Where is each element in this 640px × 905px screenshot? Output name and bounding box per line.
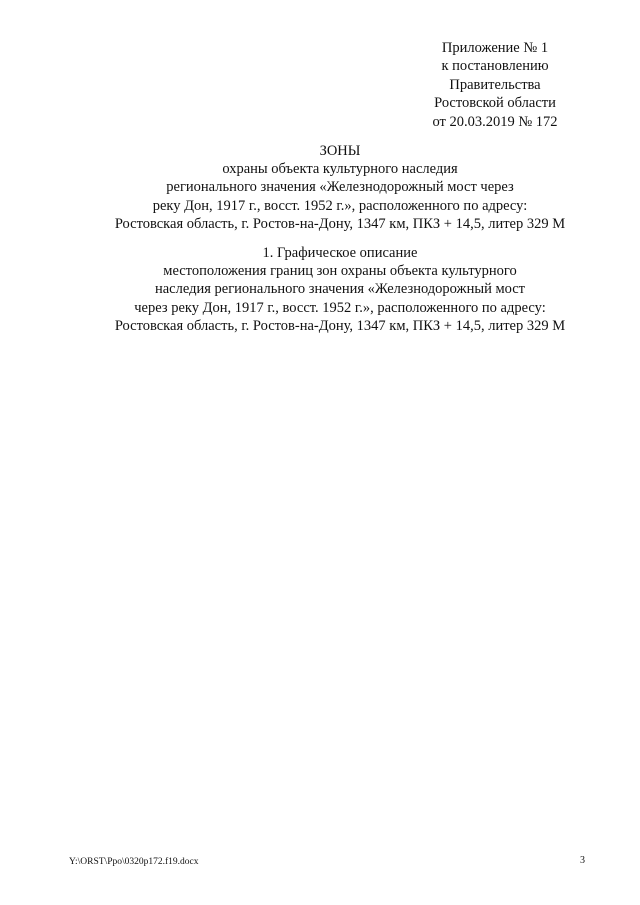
appendix-line: к постановлению [441,58,549,75]
zones-address: Ростовская область, г. Ростов-на-Дону, 1347 км, ПКЗ + 14,5, литер 329 М [114,215,566,232]
section-heading [60,244,620,335]
zones-line: реку Дон, 1917 г., восст. 1952 г.», расположенного по адресу: [152,197,528,214]
appendix-header [410,39,580,131]
section-title: 1. Графическое описание [262,245,418,261]
appendix-title: Приложение № 1 [441,40,549,56]
appendix-line: Правительства [449,76,541,93]
zones-heading [60,142,620,233]
appendix-date-number: от 20.03.2019 № 172 [432,113,558,130]
appendix-line: Ростовской области [434,95,556,112]
zones-title: ЗОНЫ [319,143,361,159]
footer-page-number: 3 [580,855,585,866]
section-line: наследия регионального значения «Железнодорожный мост [154,281,526,298]
section-line: через реку Дон, 1917 г., восст. 1952 г.», расположенного по адресу: [134,299,546,316]
zones-line: регионального значения «Железнодорожный мост через [166,179,514,196]
section-address: Ростовская область, г. Ростов-на-Дону, 1347 км, ПКЗ + 14,5, литер 329 М [114,317,566,334]
footer-file-path: Y:\ORST\Ppo\0320p172.f19.docx [69,857,199,867]
section-line: местоположения границ зон охраны объекта культурного [163,263,517,280]
zones-line: охраны объекта культурного наследия [222,161,458,178]
